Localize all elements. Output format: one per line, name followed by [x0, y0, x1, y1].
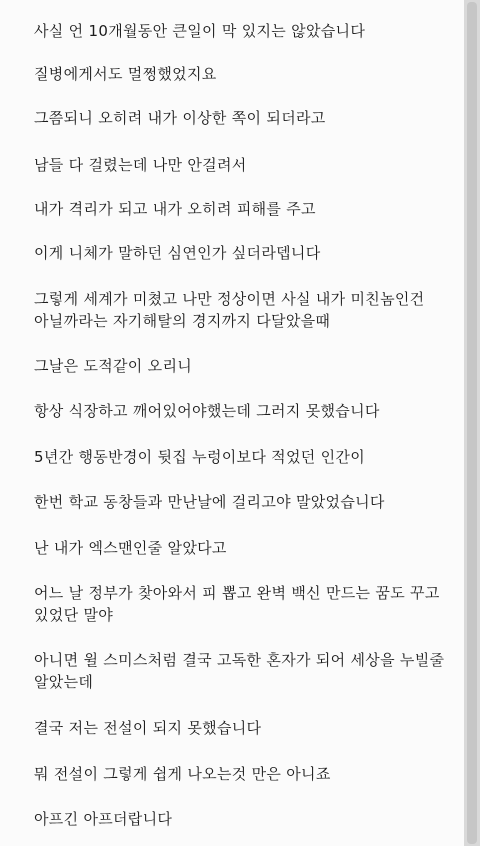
line: 그렇게 세계가 미쳤고 나만 정상이면 사실 내가 미친놈인건 [34, 290, 425, 308]
paragraph-2 [34, 63, 454, 85]
paragraph-17 [34, 808, 454, 830]
paragraph-9 [34, 400, 454, 422]
paragraph-4 [34, 154, 454, 176]
paragraph-16 [34, 763, 454, 785]
line: 사실 언 10개월동안 큰일이 막 있지는 않았습니다 [34, 22, 366, 40]
line: 아니면 윌 스미스처럼 결국 고독한 혼자가 되어 세상을 누빌줄 [34, 651, 445, 669]
line: 내가 격리가 되고 내가 오히려 피해를 주고 [34, 200, 316, 218]
scrollbar-thumb[interactable] [467, 2, 477, 844]
paragraph-5 [34, 198, 454, 220]
line: 5년간 행동반경이 뒷집 누렁이보다 적었던 인간이 [34, 448, 365, 466]
line: 결국 저는 전설이 되지 못했습니다 [34, 719, 262, 737]
paragraph-1 [34, 20, 454, 42]
paragraph-12 [34, 537, 454, 559]
line: 아닐까라는 자기해탈의 경지까지 다달았을때 [34, 312, 331, 330]
paragraph-11 [34, 491, 454, 513]
line: 이게 니체가 말하던 심연인가 싶더라뎁니다 [34, 244, 321, 262]
line: 질병에게서도 멀쩡했었지요 [34, 65, 217, 83]
paragraph-8 [34, 355, 454, 377]
line: 아프긴 아프더랍니다 [34, 810, 173, 828]
paragraph-7 [34, 288, 454, 332]
paragraph-14 [34, 649, 454, 693]
line: 그날은 도적같이 오리니 [34, 357, 193, 375]
line: 알았는데 [34, 673, 94, 691]
line: 있었단 말야 [34, 606, 114, 624]
paragraph-13 [34, 582, 454, 626]
line: 남들 다 걸렸는데 나만 안걸려서 [34, 156, 247, 174]
scrollbar[interactable] [464, 0, 480, 846]
line: 어느 날 정부가 찾아와서 피 뽑고 완벽 백신 만드는 꿈도 꾸고 [34, 584, 440, 602]
line: 난 내가 엑스맨인줄 알았다고 [34, 539, 227, 557]
paragraph-6 [34, 242, 454, 264]
line: 항상 식장하고 깨어있어야했는데 그러지 못했습니다 [34, 402, 380, 420]
paragraph-3 [34, 107, 454, 129]
paragraph-10 [34, 446, 454, 468]
line: 한번 학교 동창들과 만난날에 걸리고야 말았었습니다 [34, 493, 385, 511]
paragraph-15 [34, 717, 454, 739]
line: 뭐 전설이 그렇게 쉽게 나오는것 만은 아니죠 [34, 765, 331, 783]
line: 그쯤되니 오히려 내가 이상한 쪽이 되더라고 [34, 109, 326, 127]
